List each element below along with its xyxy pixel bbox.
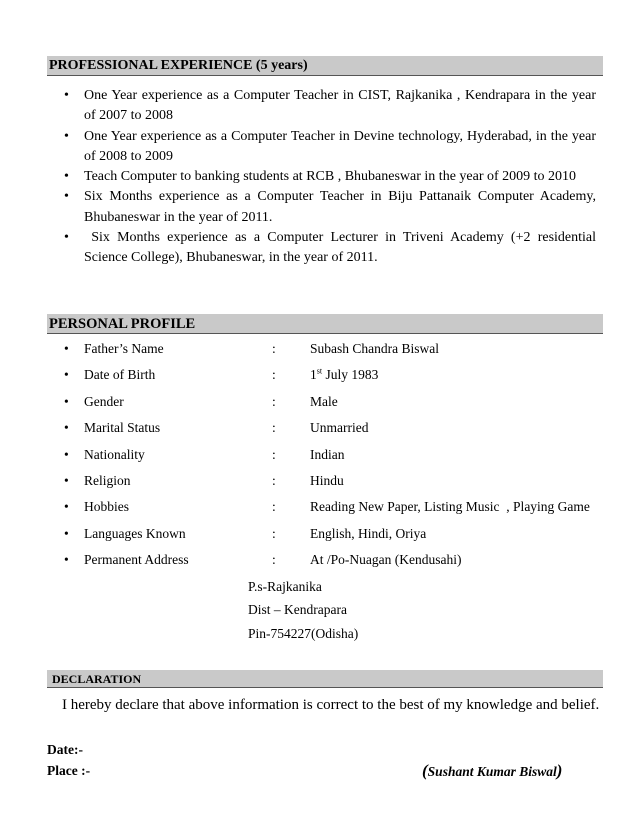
profile-value: Hindu [310, 472, 344, 488]
profile-value: Reading New Paper, Listing Music , Playing Game [310, 499, 590, 515]
experience-item [62, 167, 596, 187]
profile-row-fathers-name [62, 339, 602, 365]
profile-value [310, 365, 378, 385]
profile-row-languages [62, 524, 602, 550]
profile-label: Nationality [84, 446, 145, 462]
profile-row-nationality [62, 445, 602, 471]
profile-row-marital-status [62, 418, 602, 444]
signature-close-paren: ) [556, 761, 563, 780]
address-line: Dist – Kendrapara [248, 602, 347, 617]
profile-label: Gender [84, 393, 124, 409]
signature-open-paren: ( [422, 761, 428, 780]
bullet-icon: • [64, 472, 69, 488]
profile-label: Hobbies [84, 499, 129, 515]
colon: : [272, 367, 276, 383]
bullet-icon: • [64, 393, 69, 409]
place-label: Place :- [47, 763, 91, 778]
bullet-icon: • [64, 552, 69, 568]
experience-item [62, 127, 596, 168]
profile-label: Permanent Address [84, 552, 189, 568]
colon: : [272, 472, 276, 488]
dob-day: 1 [310, 367, 317, 383]
colon: : [272, 341, 276, 356]
bullet-icon: • [64, 367, 69, 383]
profile-row-permanent-address [62, 550, 602, 576]
experience-item-text: Teach Computer to banking students at RCB , Bhubaneswar in the year of 2009 to 2010 [84, 169, 577, 185]
bullet-icon: • [64, 525, 69, 541]
date-label: Date:- [47, 742, 83, 757]
experience-item [62, 86, 596, 127]
profile-value: Unmarried [310, 420, 369, 436]
colon: : [272, 552, 276, 568]
bullet-icon: • [64, 341, 69, 356]
dob-rest: July 1983 [322, 367, 379, 383]
profile-label: Date of Birth [84, 367, 156, 383]
bullet-icon: • [64, 88, 69, 103]
declaration-text: I hereby declare that above information is correct to the best of my knowledge and belief. [62, 697, 600, 713]
colon: : [272, 446, 276, 462]
bullet-icon: • [64, 446, 69, 462]
profile-row-hobbies [62, 497, 602, 523]
experience-item-text: One Year experience as a Computer Teacher in Devine technology, Hyderabad, in the year of 2008 to 2009 [84, 128, 596, 164]
experience-item-text: Six Months experience as a Computer Lecturer in Triveni Academy (+2 residential Science College), Bhubaneswar, in the year of 2011. [84, 230, 600, 266]
profile-value: English, Hindi, Oriya [310, 525, 427, 541]
colon: : [272, 499, 276, 515]
signature-name: Sushant Kumar Biswal [427, 764, 557, 779]
profile-label: Father’s Name [84, 341, 164, 356]
bullet-icon: • [64, 189, 69, 205]
experience-list [62, 86, 600, 269]
bullet-icon: • [64, 169, 69, 185]
experience-item-text: One Year experience as a Computer Teacher in CIST, Rajkanika , Kendrapara in the year of 2007 to 2008 [84, 88, 596, 124]
profile-table [62, 339, 602, 577]
bullet-icon: • [64, 128, 69, 144]
colon: : [272, 525, 276, 541]
address-line: Pin-754227(Odisha) [248, 626, 359, 641]
profile-label: Marital Status [84, 420, 161, 436]
experience-item-text: Six Months experience as a Computer Teacher in Biju Pattanaik Computer Academy, Bhubaneswar in the year of 2011. [84, 189, 596, 225]
declaration-heading: DECLARATION [47, 670, 603, 688]
colon: : [272, 393, 276, 409]
profile-heading: PERSONAL PROFILE [47, 314, 603, 334]
bullet-icon: • [64, 230, 69, 246]
address-line: P.s-Rajkanika [248, 579, 322, 594]
colon: : [272, 420, 276, 436]
profile-value: Male [310, 393, 338, 409]
bullet-icon: • [64, 499, 69, 515]
profile-value: Indian [310, 446, 345, 462]
profile-label: Religion [84, 472, 131, 488]
profile-row-date-of-birth [62, 365, 602, 391]
experience-heading: PROFESSIONAL EXPERIENCE (5 years) [47, 56, 603, 76]
profile-value: Subash Chandra Biswal [310, 341, 439, 356]
experience-item [62, 187, 596, 228]
signature [422, 761, 562, 781]
profile-row-religion [62, 471, 602, 497]
dob-suffix: st [316, 366, 323, 376]
experience-item [62, 228, 600, 269]
profile-value: At /Po-Nuagan (Kendusahi) [310, 552, 462, 568]
profile-row-gender [62, 392, 602, 418]
profile-label: Languages Known [84, 525, 186, 541]
bullet-icon: • [64, 420, 69, 436]
